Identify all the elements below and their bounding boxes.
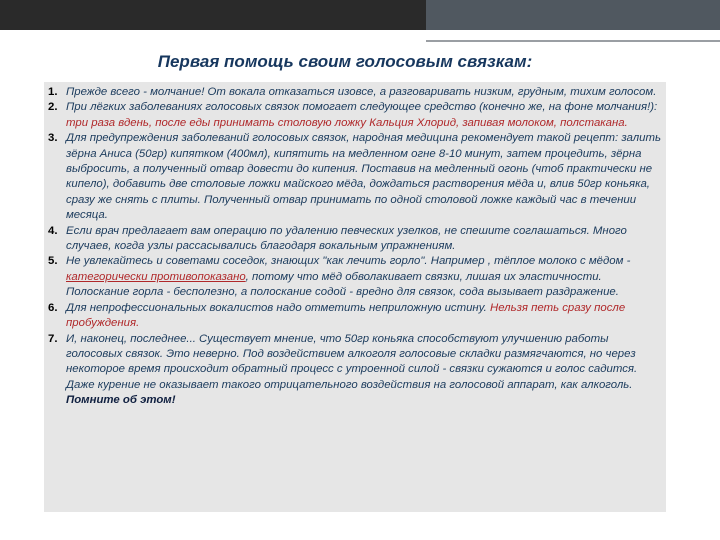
list-item-7 — [48, 332, 662, 409]
item-text: Прежде всего - молчание! От вокала отказаться изовсе, а разговаривать низким, грудным, тихим голосом. — [66, 86, 657, 98]
item-number: 3. — [48, 132, 58, 145]
top-decor-accent — [426, 0, 720, 30]
item-number: 6. — [48, 301, 58, 314]
item-number: 1. — [48, 86, 58, 98]
item-text: Для непрофессиональных вокалистов надо отметить неприложную истину. — [66, 301, 490, 314]
list-item-4 — [48, 224, 662, 255]
item-text: Для предупреждения заболеваний голосовых связок, народная медицина рекомендует такой рецепт: залить зёрна Аниса (50гр) кипятком (400мл), кипятить на медленном огне 8-10 минут, затем процедить, зёрна выбросить, а полученный отвар довести до кипения. Поставив на медленный огонь (чтоб практически не кипело), добавить две столовые ложки майского мёда, дождаться растворения мёда и, влив 50гр коньяка, сразу же снять с плиты. Полученный отвар принимать по одной столовой ложке каждый час в течении месяца. — [66, 132, 661, 222]
list-item-5 — [48, 254, 662, 300]
header-divider — [426, 40, 720, 42]
list-item-2 — [48, 100, 662, 131]
list-item-6 — [48, 301, 662, 332]
item-number: 2. — [48, 101, 58, 114]
item-number: 4. — [48, 224, 58, 237]
list-item-3 — [48, 131, 662, 223]
contraindicated-link[interactable]: категорически противопоказано — [66, 270, 246, 283]
item-number: 7. — [48, 332, 58, 345]
item-text: И, наконец, последнее... Существует мнение, что 50гр коньяка способствуют улучшению работы голосовых связок. Это неверно. Под воздействием алкоголя голосовые складки размягчаются, но через некоторое время происходит обратный процесс с утроенной силой - связки сужаются и голос садится. Даже курение не оказывает такого отрицательного воздействия на голосовой аппарат, как алкоголь. — [66, 332, 638, 391]
item-text-highlight: Нельзя петь сразу после пробуждения. — [66, 301, 626, 330]
item-text: Не увлекайтесь и советами соседок, знающих "как лечить горло". Например , тёплое молоко с мёдом - — [66, 255, 631, 268]
list-item-1 — [48, 85, 662, 100]
item-text: , потому что мёд обволакивает связки, лишая их эластичности. Полоскание горла - бесполезно, а полоскание содой - вредно для связок, сода вызывает раздражение. — [66, 270, 619, 299]
item-text-emphasis: Помните об этом! — [66, 394, 176, 407]
item-text: При лёгких заболеваниях голосовых связок помогает следующее средство (конечно же, на фоне молчания!): — [66, 101, 658, 114]
item-text: Если врач предлагает вам операцию по удалению певческих узелков, не спешите соглашаться. Много случаев, когда узлы рассасывались благодаря вокальным упражнениям. — [66, 224, 627, 253]
item-text-highlight: три раза вдень, после еды принимать столовую ложку Кальция Хлорид, запивая молоком, полстакана. — [66, 116, 628, 129]
slide-title: Первая помощь своим голосовым связкам: — [157, 52, 533, 71]
first-aid-list — [48, 85, 662, 409]
item-number: 5. — [48, 255, 58, 268]
